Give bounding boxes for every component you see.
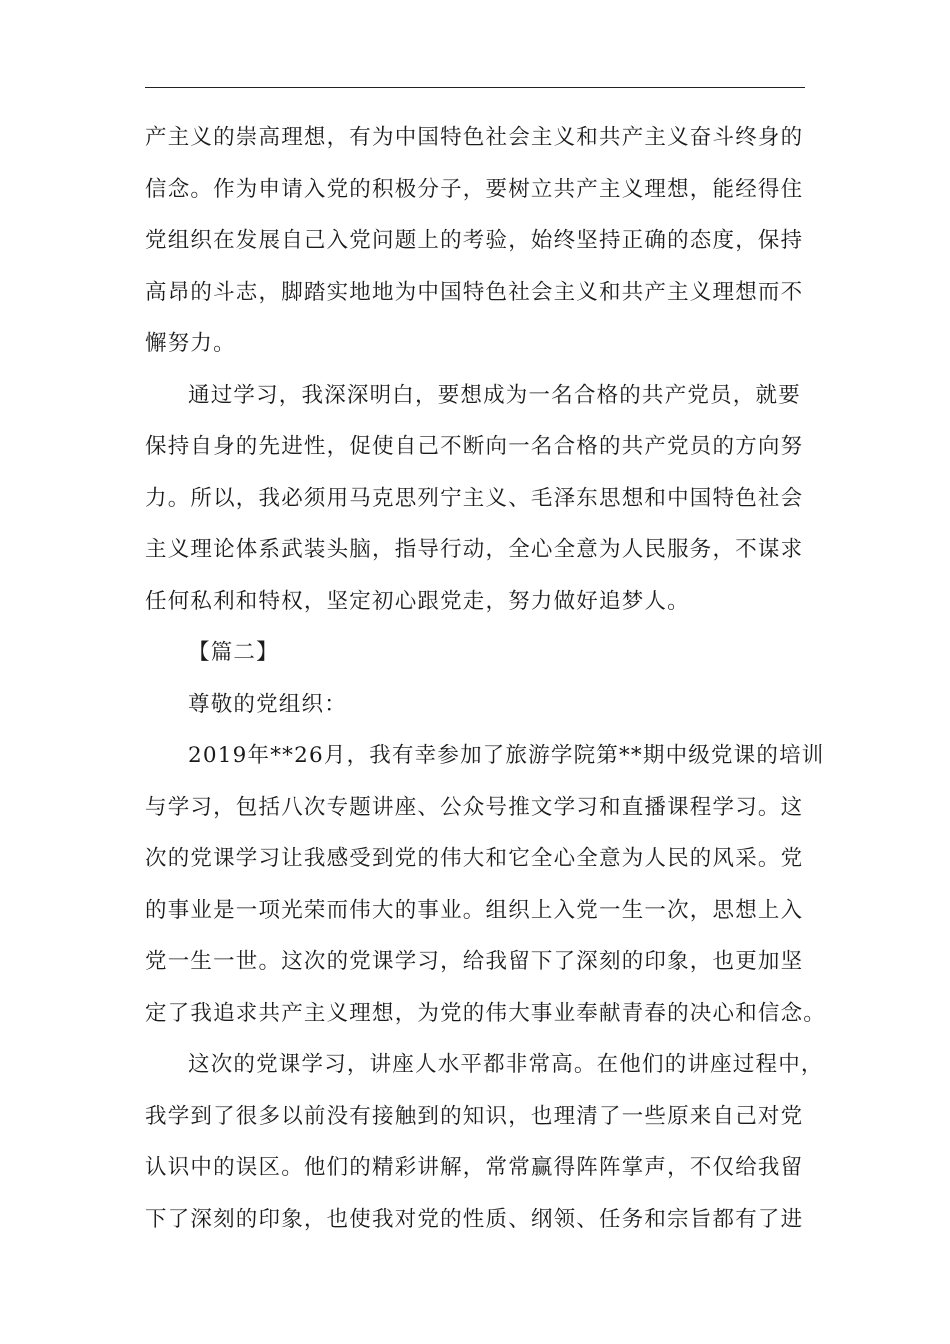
text-line: 主义理论体系武装头脑，指导行动，全心全意为人民服务，不谋求	[145, 537, 804, 562]
text-line: 党一生一世。这次的党课学习，给我留下了深刻的印象，也更加坚	[145, 949, 804, 974]
paragraph-start-line: 这次的党课学习，讲座人水平都非常高。在他们的讲座过程中，	[188, 1052, 824, 1077]
salutation: 尊敬的党组织：	[188, 691, 347, 717]
text-line: 次的党课学习让我感受到党的伟大和它全心全意为人民的风采。党	[145, 846, 804, 871]
text-line: 产主义的崇高理想，有为中国特色社会主义和共产主义奋斗终身的	[145, 125, 804, 150]
text-line: 保持自身的先进性，促使自己不断向一名合格的共产党员的方向努	[145, 434, 804, 459]
text-line: 高昂的斗志，脚踏实地地为中国特色社会主义和共产主义理想而不	[145, 279, 804, 305]
paragraph-start-line: 通过学习，我深深明白，要想成为一名合格的共产党员，就要	[188, 382, 801, 408]
text-line: 党组织在发展自己入党问题上的考验，始终坚持正确的态度，保持	[145, 228, 804, 253]
text-line: 认识中的误区。他们的精彩讲解，常常赢得阵阵掌声，不仅给我留	[145, 1155, 804, 1180]
section-heading: 【篇二】	[188, 640, 279, 665]
text-line: 懈努力。	[145, 331, 236, 356]
text-line: 的事业是一项光荣而伟大的事业。组织上入党一生一次，思想上入	[145, 897, 804, 923]
header-rule	[145, 87, 805, 88]
text-line: 力。所以，我必须用马克思列宁主义、毛泽东思想和中国特色社会	[145, 485, 804, 511]
document-body	[145, 116, 825, 1249]
text-line: 下了深刻的印象，也使我对党的性质、纲领、任务和宗旨都有了进	[145, 1206, 804, 1232]
text-line: 信念。作为申请入党的积极分子，要树立共产主义理想，能经得住	[145, 176, 804, 202]
paragraph-start-line: 2019年**26月，我有幸参加了旅游学院第**期中级党课的培训	[188, 743, 825, 768]
text-line: 任何私利和特权，坚定初心跟党走，努力做好追梦人。	[145, 588, 690, 614]
text-line: 与学习，包括八次专题讲座、公众号推文学习和直播课程学习。这	[145, 794, 804, 820]
text-line: 定了我追求共产主义理想，为党的伟大事业奉献青春的决心和信念。	[145, 1000, 827, 1026]
text-line: 我学到了很多以前没有接触到的知识，也理清了一些原来自己对党	[145, 1103, 804, 1129]
